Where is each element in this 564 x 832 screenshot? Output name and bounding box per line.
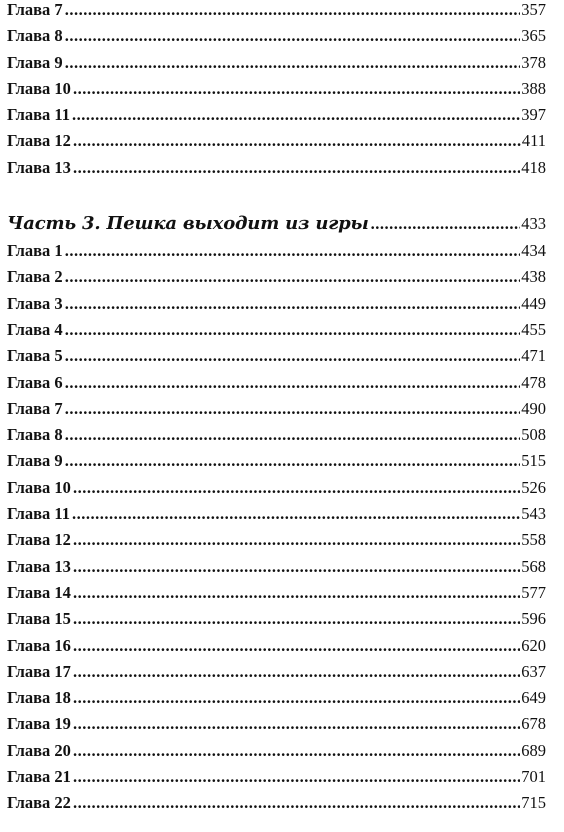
chapter-label: Глава 11 (7, 105, 71, 125)
page-number: 418 (521, 157, 546, 177)
page-number: 689 (521, 740, 546, 760)
chapter-label: Глава 9 (7, 451, 63, 471)
chapter-label: Глава 1 (7, 241, 63, 261)
chapter-label: Глава 21 (7, 767, 71, 787)
dot-leader (73, 606, 520, 632)
chapter-label: Глава 12 (7, 131, 71, 151)
toc-entry (7, 633, 546, 659)
chapter-label: Глава 18 (7, 688, 71, 708)
toc-entry (7, 790, 546, 816)
part-3-heading (7, 209, 546, 238)
dot-leader (65, 422, 521, 448)
dot-leader (73, 711, 520, 737)
toc-entry (7, 448, 546, 474)
toc-entry (7, 711, 546, 737)
dot-leader (73, 659, 520, 685)
dot-leader (65, 50, 521, 76)
page-number: 397 (521, 105, 546, 125)
dot-leader (65, 317, 521, 343)
dot-leader (73, 155, 520, 181)
chapter-label: Глава 12 (7, 530, 71, 550)
dot-leader (73, 738, 520, 764)
chapter-label: Глава 4 (7, 319, 63, 339)
part-title: Часть 3. Пешка выходит из игры (7, 213, 369, 235)
toc-entry (7, 50, 546, 76)
toc-entry (7, 738, 546, 764)
page-number: 411 (521, 131, 546, 151)
chapter-label: Глава 16 (7, 635, 71, 655)
dot-leader (65, 23, 521, 49)
chapter-label: Глава 11 (7, 504, 71, 524)
dot-leader (65, 343, 521, 369)
chapter-label: Глава 8 (7, 425, 63, 445)
chapter-label: Глава 14 (7, 582, 71, 602)
page-number: 568 (521, 556, 546, 576)
toc-entry (7, 102, 546, 128)
toc-entry (7, 291, 546, 317)
toc-entry (7, 580, 546, 606)
page-number: 478 (521, 372, 546, 392)
part-2-chapter-list (7, 0, 546, 181)
page-number: 558 (521, 530, 546, 550)
chapter-label: Глава 10 (7, 78, 71, 98)
page-number: 596 (521, 609, 546, 629)
chapter-label: Глава 13 (7, 556, 71, 576)
page-number: 637 (521, 661, 546, 681)
toc-entry (7, 659, 546, 685)
dot-leader (72, 501, 520, 527)
toc-entry (7, 0, 546, 23)
chapter-label: Глава 10 (7, 477, 71, 497)
chapter-label: Глава 2 (7, 267, 63, 287)
chapter-label: Глава 7 (7, 0, 63, 19)
page-number: 438 (521, 267, 546, 287)
dot-leader (73, 580, 520, 606)
dot-leader (65, 396, 521, 422)
page-number: 490 (521, 398, 546, 418)
toc-entry (7, 238, 546, 264)
dot-leader (65, 264, 521, 290)
section-gap (7, 181, 546, 209)
dot-leader (73, 475, 520, 501)
page-number: 649 (521, 688, 546, 708)
toc-entry (7, 264, 546, 290)
toc-entry (7, 685, 546, 711)
page-number: 365 (521, 26, 546, 46)
table-of-contents (7, 0, 546, 817)
toc-entry (7, 128, 546, 154)
toc-entry (7, 527, 546, 553)
chapter-label: Глава 15 (7, 609, 71, 629)
page-number: 433 (521, 214, 546, 234)
chapter-label: Глава 5 (7, 346, 63, 366)
dot-leader (72, 102, 520, 128)
page-number: 526 (521, 477, 546, 497)
toc-entry (7, 475, 546, 501)
part-3-chapter-list (7, 238, 546, 817)
dot-leader (73, 527, 520, 553)
page-number: 715 (521, 793, 546, 813)
toc-entry (7, 370, 546, 396)
page-number: 620 (521, 635, 546, 655)
toc-entry (7, 764, 546, 790)
dot-leader (65, 238, 521, 264)
dot-leader (73, 764, 520, 790)
chapter-label: Глава 13 (7, 157, 71, 177)
page-number: 434 (521, 241, 546, 261)
page-number: 378 (521, 52, 546, 72)
dot-leader (73, 128, 521, 154)
page-number: 577 (521, 582, 546, 602)
toc-entry (7, 422, 546, 448)
toc-entry (7, 501, 546, 527)
chapter-label: Глава 9 (7, 52, 63, 72)
dot-leader (65, 0, 521, 23)
page-number: 455 (521, 319, 546, 339)
page-number: 471 (521, 346, 546, 366)
dot-leader (371, 209, 521, 238)
chapter-label: Глава 22 (7, 793, 71, 813)
chapter-label: Глава 6 (7, 372, 63, 392)
page-number: 701 (521, 767, 546, 787)
page-number: 388 (521, 78, 546, 98)
dot-leader (65, 370, 521, 396)
dot-leader (65, 448, 521, 474)
page-number: 449 (521, 293, 546, 313)
dot-leader (73, 554, 520, 580)
chapter-label: Глава 17 (7, 661, 71, 681)
page-number: 357 (521, 0, 546, 19)
toc-entry (7, 396, 546, 422)
toc-entry (7, 606, 546, 632)
page-number: 543 (521, 504, 546, 524)
page-number: 508 (521, 425, 546, 445)
dot-leader (65, 291, 521, 317)
dot-leader (73, 685, 520, 711)
toc-entry (7, 23, 546, 49)
dot-leader (73, 76, 520, 102)
chapter-label: Глава 8 (7, 26, 63, 46)
toc-entry (7, 155, 546, 181)
chapter-label: Глава 19 (7, 714, 71, 734)
toc-entry (7, 554, 546, 580)
toc-entry (7, 76, 546, 102)
chapter-label: Глава 3 (7, 293, 63, 313)
page-number: 515 (521, 451, 546, 471)
chapter-label: Глава 20 (7, 740, 71, 760)
toc-entry (7, 317, 546, 343)
page-number: 678 (521, 714, 546, 734)
toc-entry (7, 343, 546, 369)
chapter-label: Глава 7 (7, 398, 63, 418)
dot-leader (73, 790, 520, 816)
dot-leader (73, 633, 520, 659)
